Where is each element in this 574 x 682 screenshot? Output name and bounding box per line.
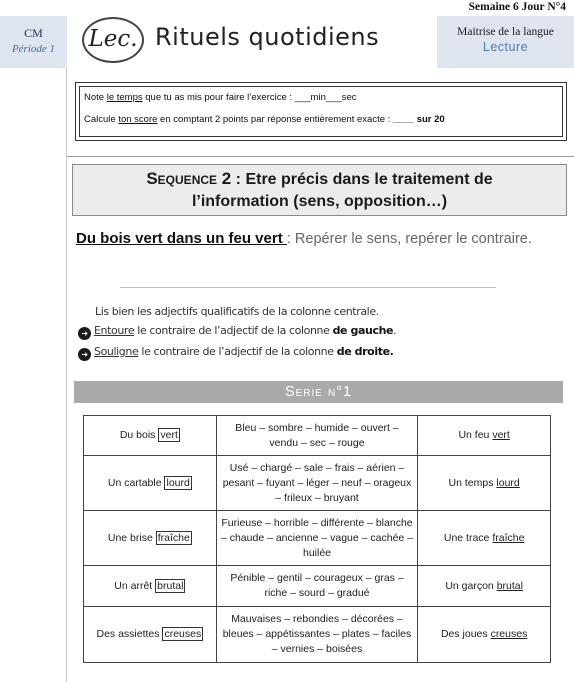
serie-banner: Serie n°1 <box>74 381 563 403</box>
right-expression: Un feu vert <box>418 416 551 456</box>
page-title: Rituels quotidiens <box>155 23 380 51</box>
right-expression: Des joues creuses <box>418 607 551 663</box>
week-day-label: Semaine 6 Jour N°4 <box>468 1 566 13</box>
note-text: que tu as mis pour faire l’exercice : ___min___sec <box>142 92 357 103</box>
note-underlined-text: ton score <box>118 114 158 125</box>
score-blank: ____ sur 20 <box>392 114 445 125</box>
left-expression: Du bois vert <box>84 416 217 456</box>
time-note-line <box>84 92 562 103</box>
lec-badge: Lec. <box>82 17 144 63</box>
header-title-panel <box>67 13 437 65</box>
right-expression: Un temps lourd <box>418 456 551 511</box>
adjective-list: Mauvaises – rebondies – décorées – bleues – appétissantes – plates – faciles – vernies – boisées <box>216 607 418 663</box>
adjective-list: Usé – chargé – sale – frais – aérien – pesant – fuyant – léger – neuf – orageux – frileux – bruyant <box>216 456 418 511</box>
sequence-text: : Etre précis dans le traitement de <box>231 171 493 188</box>
score-note-inner <box>79 86 563 137</box>
instruction-circle: ➜ Entoure le contraire de l’adjectif de la colonne de gauche. <box>78 324 396 340</box>
left-adjective: vert <box>160 429 178 441</box>
table-row <box>84 566 551 607</box>
left-adjective: brutal <box>157 579 184 592</box>
adjective-list: Bleu – sombre – humide – ouvert – vendu – sec – rouge <box>216 416 418 456</box>
right-adjective: lourd <box>496 476 520 489</box>
instruction-verb: Entoure <box>94 324 135 337</box>
right-expression: Une trace fraîche <box>418 511 551 566</box>
note-text: en comptant 2 points par réponse entièrement exacte : <box>157 114 393 125</box>
note-underlined-text: le temps <box>106 92 143 103</box>
table-row <box>84 456 551 511</box>
left-adjective: lourd <box>166 476 190 489</box>
arrow-right-circle-icon: ➜ <box>78 327 91 340</box>
left-adjective: fraîche <box>157 531 190 544</box>
instruction-target: de gauche <box>332 324 394 337</box>
note-text: Calcule <box>84 114 119 125</box>
left-expression: Des assiettes creuses <box>84 607 217 663</box>
sequence-line-1 <box>73 168 566 191</box>
subsubject-label: Lecture <box>482 40 529 54</box>
adjective-list: Pénible – gentil – courageux – gras – riche – sourd – gradué <box>216 566 418 607</box>
left-expression: Un arrêt brutal <box>84 566 217 607</box>
right-adjective: brutal <box>496 579 523 592</box>
right-expression: Un garçon brutal <box>418 566 551 607</box>
separator-line <box>67 156 574 157</box>
lesson-subtitle <box>76 228 566 250</box>
subject-label: Maitrise de la langue <box>457 26 554 38</box>
header-left-panel <box>0 16 67 68</box>
table-row <box>84 511 551 566</box>
score-note-line <box>84 114 562 125</box>
instruction-underline: ➜ Souligne le contraire de l’adjectif de la colonne de droite. <box>78 345 393 361</box>
sequence-box <box>72 164 567 216</box>
instruction-text: le contraire de l’adjectif de la colonne <box>138 345 337 358</box>
table-row <box>84 607 551 663</box>
instruction-verb: Souligne <box>94 345 139 358</box>
period-label: Période 1 <box>11 43 56 55</box>
left-expression: Un cartable lourd <box>84 456 217 511</box>
adjective-list: Furieuse – horrible – différente – blanche – chaude – ancienne – vague – cachée – huilée <box>216 511 418 566</box>
table-row <box>84 416 551 456</box>
right-adjective: fraîche <box>492 531 525 544</box>
lesson-objective: : Repérer le sens, repérer le contraire. <box>286 231 532 247</box>
adjective-table <box>83 415 551 663</box>
margin-line <box>66 62 67 682</box>
arrow-right-circle-icon: ➜ <box>78 348 91 361</box>
class-level: CM <box>24 26 43 40</box>
note-text: Note <box>84 92 107 103</box>
lesson-title: Du bois vert dans un feu vert <box>76 230 287 247</box>
instruction-read: Lis bien les adjectifs qualificatifs de la colonne centrale. <box>95 305 379 318</box>
sequence-label: Sequence 2 <box>146 169 232 188</box>
right-adjective: creuses <box>490 628 528 640</box>
instruction-target: de droite <box>336 345 390 358</box>
left-adjective: creuses <box>164 628 202 640</box>
instruction-text: le contraire de l’adjectif de la colonne <box>134 324 333 337</box>
divider-line <box>120 287 496 288</box>
score-note-box <box>75 82 567 141</box>
right-adjective: vert <box>492 429 510 441</box>
header-right-panel <box>437 16 574 68</box>
sequence-line-2: l’information (sens, opposition…) <box>191 193 448 210</box>
left-expression: Une brise fraîche <box>84 511 217 566</box>
